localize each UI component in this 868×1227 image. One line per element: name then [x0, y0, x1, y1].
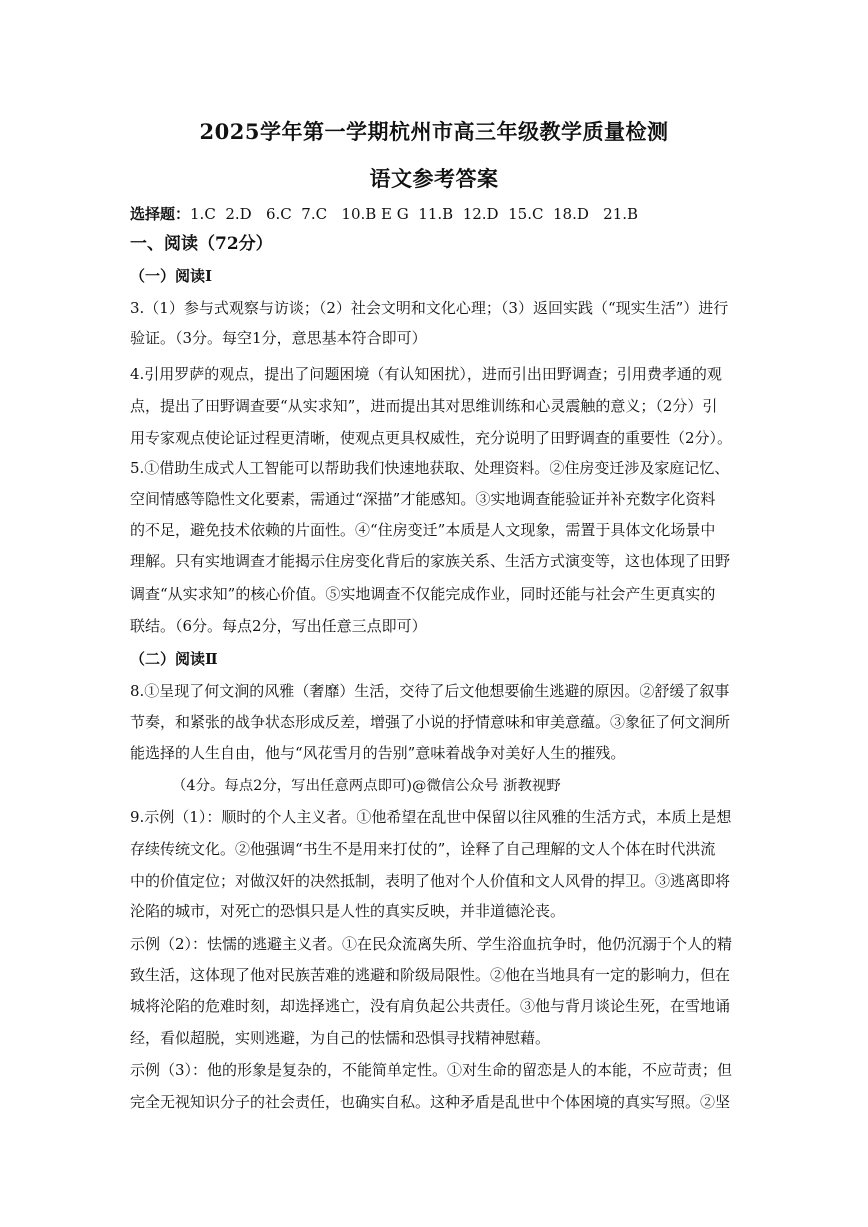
q9-example-2-line: 经，看似超脱，实则逃避，为自己的怯懦和恐惧寻找精神慰藉。	[130, 1029, 551, 1047]
page-subtitle: 语文参考答案	[369, 166, 499, 191]
q8-line: 能选择的人生自由，他与“风花雪月的告别”意味着战争对美好人生的摧残。	[130, 744, 626, 762]
q8-line: 节奏，和紧张的战争状态形成反差，增强了小说的抒情意味和审美意蕴。③象征了何文涧所	[130, 713, 731, 731]
q4-line: 用专家观点使论证过程更清晰，使观点更具权威性，充分说明了田野调查的重要性（2分）。	[130, 429, 733, 447]
q9-example-2-line: 致生活，这体现了他对民族苦难的逃避和阶级局限性。②他在当地具有一定的影响力，但在	[130, 966, 731, 984]
q9-example-1-line: 沦陷的城市，对死亡的恐惧只是人性的真实反映，并非道德沦丧。	[130, 902, 566, 920]
q5-line: 联结。（6分。每点2分，写出任意三点即可）	[130, 617, 427, 635]
q3-line: 验证。（3分。每空1分，意思基本符合即可）	[130, 329, 427, 347]
q9-example-2-line: 城将沦陷的危难时刻，却选择逃亡，没有肩负起公共责任。③他与背月谈论生死，在雪地诵	[130, 997, 731, 1015]
page-title: 2025学年第一学期杭州市高三年级教学质量检测	[199, 119, 669, 144]
q9-example-2-line: 示例（2）：怯懦的逃避主义者。①在民众流离失所、学生浴血抗争时，他仍沉溺于个人的精	[130, 935, 733, 953]
part-heading-reading-1: （一）阅读Ⅰ	[130, 267, 213, 285]
choice-answers	[130, 204, 740, 224]
q4-line: 点，提出了田野调查要“从实求知”，进而提出其对思维训练和心灵震触的意义；（2分）引	[130, 397, 718, 415]
q5-line: 5.①借助生成式人工智能可以帮助我们快速地获取、处理资料。②住房变迁涉及家庭记忆、	[130, 459, 730, 477]
q9-example-3-line: 完全无视知识分子的社会责任，也确实自私。这种矛盾是乱世中个体困境的真实写照。②坚	[130, 1093, 731, 1111]
q9-example-1-line: 中的价值定位；对做汉奸的决然抵制，表明了他对个人价值和文人风骨的捍卫。③逃离即将	[130, 872, 731, 890]
q5-line: 理解。只有实地调查才能揭示住房变化背后的家族关系、生活方式演变等，这也体现了田野	[130, 552, 731, 570]
q9-example-3-line: 示例（3）：他的形象是复杂的，不能简单定性。①对生命的留恋是人的本能，不应苛责；但	[130, 1061, 733, 1079]
q5-line: 空间情感等隐性文化要素，需通过“深描”才能感知。③实地调查能验证并补充数字化资料	[130, 490, 716, 508]
q3-line: 3.（1）参与式观察与访谈；（2）社会文明和文化心理；（3）返回实践（“现实生活”）进行	[130, 299, 729, 317]
q9-example-1-line: 存续传统文化。②他强调“书生不是用来打仗的”，诠释了自己理解的文人个体在时代洪流	[130, 840, 716, 858]
q8-line: 8.①呈现了何文涧的风雅（奢靡）生活，交待了后文他想要偷生逃避的原因。②舒缓了叙事	[130, 682, 730, 700]
q5-line: 调查“从实求知”的核心价值。⑤实地调查不仅能完成作业，同时还能与社会产生更真实的	[130, 585, 716, 603]
choice-answer-list: 1.C 2.D 6.C 7.C 10.B E G 11.B 12.D 15.C 18.D 21.B	[190, 205, 639, 223]
part-heading-reading-2: （二）阅读Ⅱ	[130, 650, 218, 668]
q9-example-1-line: 9.示例（1）：顺时的个人主义者。①他希望在乱世中保留以往风雅的生活方式，本质上是想	[130, 808, 732, 826]
q8-scoring-note: （4分。每点2分，写出任意两点即可)@微信公众号 浙教视野	[172, 778, 561, 794]
q5-line: 的不足，避免技术依赖的片面性。④“住房变迁”本质是人文现象，需置于具体文化场景中	[130, 521, 716, 539]
choice-label: 选择题：	[130, 205, 191, 223]
q4-line: 4.引用罗萨的观点，提出了问题困境（有认知困扰），进而引出田野调查；引用费孝通的观	[130, 365, 722, 383]
section-heading-reading: 一、阅读（72分）	[130, 234, 273, 254]
